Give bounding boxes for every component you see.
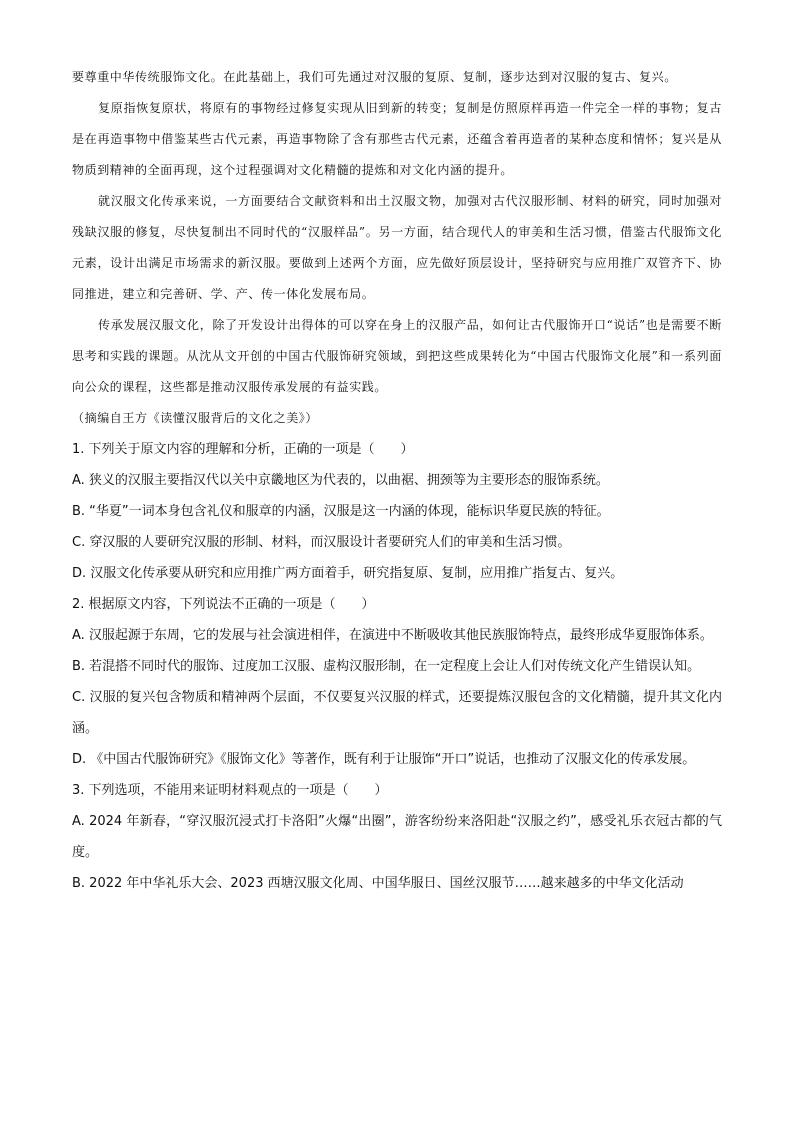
question-option: B. 2022 年中华礼乐大会、2023 西塘汉服文化周、中国华服日、国丝汉服节……越来越多的中华文化活动 xyxy=(72,876,684,891)
question-2 xyxy=(72,589,722,775)
document-page xyxy=(72,62,722,899)
passage-source: （摘编自王方《读懂汉服背后的文化之美》） xyxy=(72,411,319,425)
question-option: D. 《中国古代服饰研究》《服饰文化》等著作，既有利于让服饰“开口”说话，也推动了汉服文化的传承发展。 xyxy=(72,752,696,767)
question-option: B. “华夏”一词本身包含礼仪和服章的内涵，汉服是这一内涵的体现，能标识华夏民族的特征。 xyxy=(72,504,610,519)
question-option: B. 若混搭不同时代的服饰、过度加工汉服、虚构汉服形制，在一定程度上会让人们对传统文化产生错误认知。 xyxy=(72,659,701,674)
question-stem: 3. 下列选项，不能用来证明材料观点的一项是（ ） xyxy=(72,783,388,798)
questions xyxy=(72,434,722,899)
passage xyxy=(72,62,722,434)
question-stem: 2. 根据原文内容，下列说法不正确的一项是（ ） xyxy=(72,597,375,612)
question-option: A. 汉服起源于东周，它的发展与社会演进相伴，在演进中不断吸收其他民族服饰特点，最终形成华夏服饰体系。 xyxy=(72,628,713,643)
question-option: C. 穿汉服的人要研究汉服的形制、材料，而汉服设计者要研究人们的审美和生活习惯。 xyxy=(72,535,571,550)
passage-paragraph: 复原指恢复原状，将原有的事物经过修复实现从旧到新的转变；复制是仿照原样再造一件完全一样的事物；复古是在再造事物中借鉴某些古代元素，再造事物除了含有那些古代元素，还蕴含着再造者的某种态度和情怀；复兴是从物质到精神的全面再现，这个过程强调对文化精髓的提炼和对文化内涵的提升。 xyxy=(72,101,722,177)
question-option: C. 汉服的复兴包含物质和精神两个层面，不仅要复兴汉服的样式，还要提炼汉服包含的文化精髓，提升其文化内涵。 xyxy=(72,690,722,736)
question-option: A. 狭义的汉服主要指汉代以关中京畿地区为代表的，以曲裾、拥颈等为主要形态的服饰系统。 xyxy=(72,473,609,488)
passage-paragraph: 传承发展汉服文化，除了开发设计出得体的可以穿在身上的汉服产品，如何让古代服饰开口“说话”也是需要不断思考和实践的课题。从沈从文开创的中国古代服饰研究领域，到把这些成果转化为“中国古代服饰文化展”和一系列面向公众的课程，这些都是推动汉服传承发展的有益实践。 xyxy=(72,318,722,394)
question-stem: 1. 下列关于原文内容的理解和分析，正确的一项是（ ） xyxy=(72,442,414,457)
question-1 xyxy=(72,434,722,589)
passage-paragraph: 要尊重中华传统服饰文化。在此基础上，我们可先通过对汉服的复原、复制，逐步达到对汉服的复古、复兴。 xyxy=(72,70,677,84)
question-option: A. 2024 年新春，“穿汉服沉浸式打卡洛阳”火爆“出圈”，游客纷纷来洛阳赴“汉服之约”，感受礼乐衣冠古都的气度。 xyxy=(72,814,722,860)
question-option: D. 汉服文化传承要从研究和应用推广两方面着手，研究指复原、复制，应用推广指复古、复兴。 xyxy=(72,566,624,581)
question-3 xyxy=(72,775,722,899)
passage-paragraph: 就汉服文化传承来说，一方面要结合文献资料和出土汉服文物，加强对古代汉服形制、材料的研究，同时加强对残缺汉服的修复，尽快复制出不同时代的“汉服样品”。另一方面，结合现代人的审美和生活习惯，借鉴古代服饰文化元素，设计出满足市场需求的新汉服。要做到上述两个方面，应先做好顶层设计，坚持研究与应用推广双管齐下、协同推进，建立和完善研、学、产、传一体化发展布局。 xyxy=(72,194,722,301)
